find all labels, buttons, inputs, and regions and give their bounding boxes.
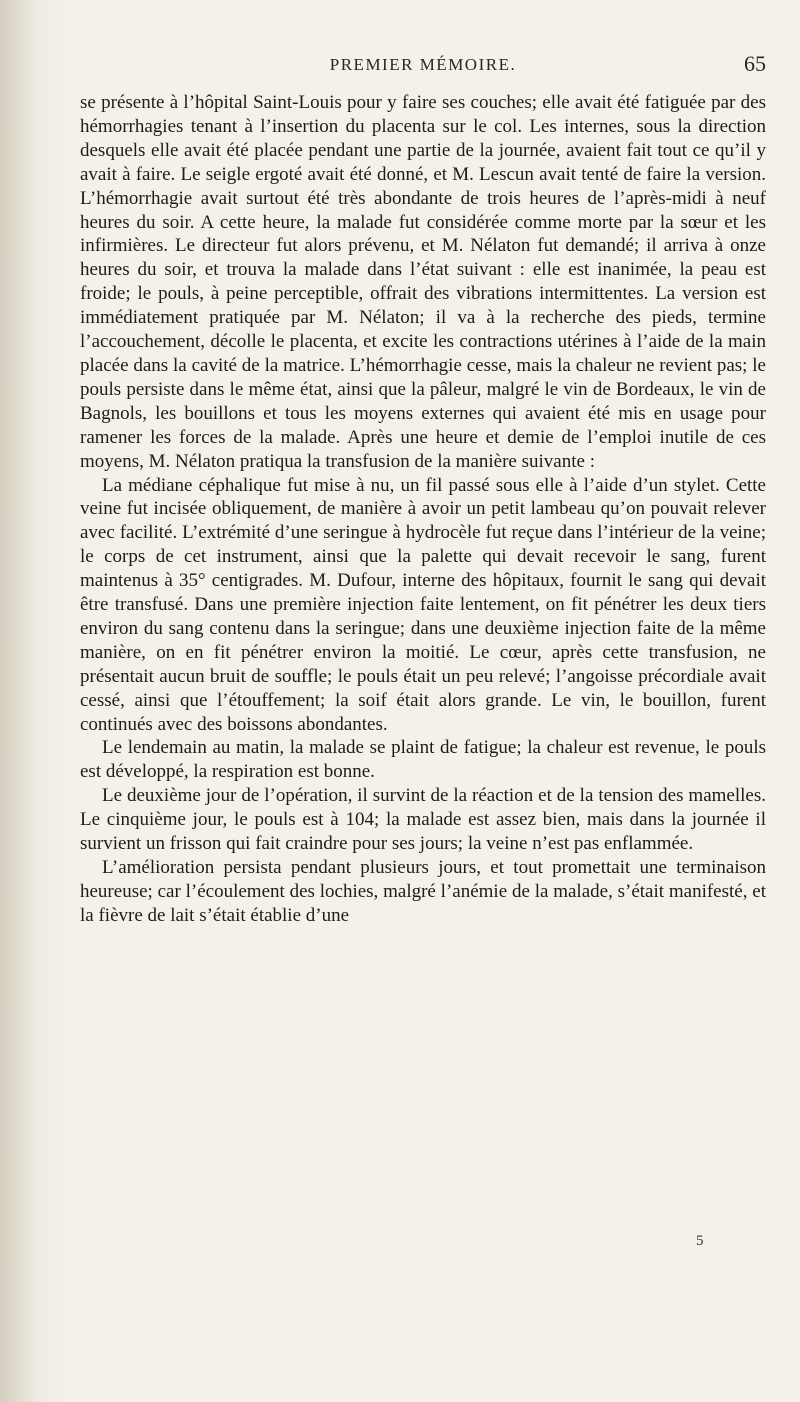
running-title: PREMIER MÉMOIRE.: [329, 55, 517, 74]
paragraph-5: L’amélioration persista pendant plusieurs jours, et tout promettait une terminaison heureuse; car l’écoulement des lochies, malgré l’anémie de la malade, s’était manifesté, et la fièvre de lait s’était établie d’une: [80, 857, 766, 926]
body-text: [80, 91, 766, 928]
signature-mark: 5: [696, 1233, 704, 1249]
paragraph-4: Le deuxième jour de l’opération, il survint de la réaction et de la tension des mamelles. Le cinquième jour, le pouls est à 104; la malade est assez bien, mais dans la journée il survient un frisson qui fait craindre pour ses jours; la veine n’est pas enflammée.: [80, 785, 766, 855]
paragraph-3: Le lendemain au matin, la malade se plaint de fatigue; la chaleur est revenue, le pouls est développé, la respiration est bonne.: [80, 737, 766, 783]
running-head: [80, 51, 766, 91]
page-number: 65: [744, 51, 766, 76]
book-page: [80, 51, 766, 928]
paragraph-1: se présente à l’hôpital Saint-Louis pour y faire ses couches; elle avait été fatiguée par des hémorrhagies tenant à l’insertion du placenta sur le col. Les internes, sous la direction desquels elle avait été placée pendant une partie de la journée, avaient fait tout ce qu’il y avait à faire. Le seigle ergoté avait été donné, et M. Lescun avait tenté de faire la version. L’hémorrhagie avait surtout été très abondante de trois heures de l’après-midi à neuf heures du soir. A cette heure, la malade fut considérée comme morte par la sœur et les infirmières. Le directeur fut alors prévenu, et M. Nélaton fut demandé; il arriva à onze heures du soir, et trouva la malade dans l’état suivant : elle est inanimée, la peau est froide; le pouls, à peine perceptible, offrait des vibrations intermittentes. La version est immédiatement pratiquée par M. Nélaton; il va à la recherche des pieds, termine l’accouchement, décolle le placenta, et excite les contractions utérines à l’aide de la main placée dans la cavité de la matrice. L’hémorrhagie cesse, mais la chaleur ne revient pas; le pouls persiste dans le même état, ainsi que la pâleur, malgré le vin de Bordeaux, le vin de Bagnols, les bouillons et tous les moyens externes qui avaient été mis en usage pour ramener les forces de la malade. Après une heure et demie de l’emploi inutile de ces moyens, M. Nélaton pratiqua la transfusion de la manière suivante :: [80, 92, 766, 472]
page-binding-shadow: [0, 0, 70, 1402]
paragraph-2: La médiane céphalique fut mise à nu, un fil passé sous elle à l’aide d’un stylet. Cette veine fut incisée obliquement, de manière à avoir un petit lambeau qu’on pouvait relever avec facilité. L’extrémité d’une seringue à hydrocèle fut reçue dans l’intérieur de la veine; le corps de cet instrument, ainsi que la palette qui devait recevoir le sang, furent maintenus à 35° centigrades. M. Dufour, interne des hôpitaux, fournit le sang qui devait être transfusé. Dans une première injection faite lentement, on fit pénétrer les deux tiers environ du sang contenu dans la seringue; dans une deuxième injection faite de la même manière, on en fit pénétrer environ la moitié. Le cœur, après cette transfusion, ne présentait aucun bruit de souffle; le pouls était un peu relevé; l’angoisse précordiale avait cessé, ainsi que l’étouffement; la soif était alors grande. Le vin, le bouillon, furent continués avec des boissons abondantes.: [80, 474, 766, 735]
